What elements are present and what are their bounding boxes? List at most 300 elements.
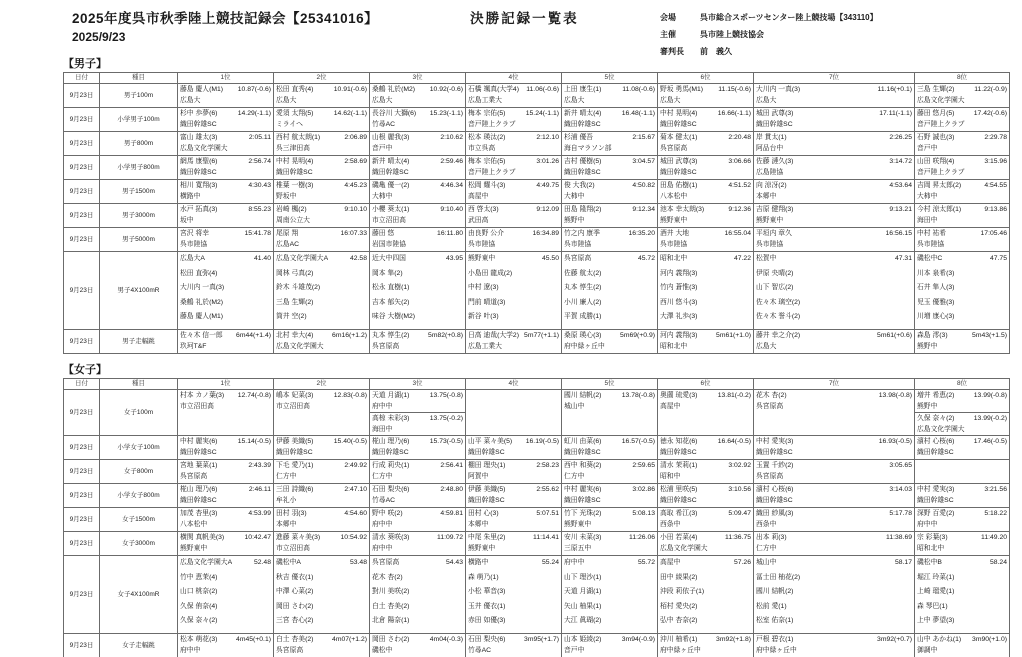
club-name: 牟礼小: [276, 497, 297, 504]
club-name: 熊野中: [917, 343, 938, 350]
place-cell: [370, 156, 466, 180]
result-entry: [372, 204, 463, 226]
mark: 11.22(-0.9): [974, 86, 1007, 93]
athlete-name: 竹下 光珠(2): [564, 510, 602, 517]
result-entry: [276, 390, 367, 412]
club-name: 織田幹雄SC: [756, 121, 793, 128]
mark: 45.72: [637, 255, 655, 262]
place-cell: [562, 180, 658, 204]
place-cell: [754, 204, 915, 228]
place-cell: [370, 556, 466, 634]
club-name: 竹尋AC: [372, 121, 396, 128]
club-name: 昭和北中: [660, 343, 688, 350]
relay-runner: 玉井 優衣(1): [468, 602, 506, 610]
place-cell: [754, 180, 915, 204]
result-entry: [660, 634, 751, 656]
relay-runner: 秋吉 優衣(1): [276, 573, 314, 581]
place-cell: [274, 508, 370, 532]
athlete-name: 竹之内 康季: [564, 230, 600, 237]
mark: 5:07.51: [536, 510, 559, 517]
club-name: 織田幹雄SC: [276, 449, 313, 456]
result-entry: [917, 84, 1007, 106]
event-row: [64, 330, 1010, 354]
result-entry: [564, 532, 655, 554]
result-entry: [372, 436, 463, 458]
place-cell: [754, 484, 915, 508]
mark: 2:43.39: [248, 462, 271, 469]
result-entry: [564, 84, 655, 106]
athlete-name: 網馬 康聖(6): [180, 158, 218, 165]
result-entry: [372, 84, 463, 106]
mark: 5m43(+1.5): [972, 332, 1007, 339]
result-entry: [468, 180, 559, 202]
club-name: 広島工業大: [468, 343, 502, 350]
event-row: [64, 556, 1010, 634]
athlete-name: 横路中: [468, 559, 489, 566]
result-entry: [564, 204, 655, 226]
mark: 3:05.65: [889, 462, 912, 469]
date-cell: 9月23日: [64, 84, 100, 108]
club-name: 音戸中: [564, 647, 585, 654]
athlete-name: 山平 菜々美(5): [468, 438, 513, 445]
club-name: 西条中: [756, 521, 777, 528]
athlete-name: 桑鶴 礼於(M2): [372, 86, 416, 93]
place-cell: [915, 228, 1010, 252]
club-name: 織田幹雄SC: [564, 449, 601, 456]
result-entry: [372, 508, 463, 530]
club-name: 海田中: [917, 217, 938, 224]
relay-runner: 石井 隼人(3): [917, 284, 955, 291]
place-cell: [658, 252, 754, 330]
mark: 41.40: [253, 255, 271, 262]
relay-runner: 松田 直弥(4): [180, 269, 218, 277]
event-row: [64, 252, 1010, 330]
mark: 11:49.20: [981, 534, 1007, 541]
club-name: 織田幹雄SC: [564, 121, 601, 128]
mark: 8:55.23: [248, 206, 271, 213]
club-name: 玖珂T&F: [180, 343, 207, 350]
date-cell: 9月23日: [64, 252, 100, 330]
mark: 13.81(-0.2): [717, 392, 751, 399]
result-entry: [756, 532, 912, 554]
mark: 4:46.34: [440, 182, 463, 189]
place-cell: [754, 108, 915, 132]
result-entry: [915, 412, 1009, 435]
mark: 2:58.69: [344, 158, 367, 165]
result-entry: [660, 556, 751, 629]
place-cell: [466, 204, 562, 228]
club-name: 広島文化学園大: [660, 545, 708, 552]
event-name-cell: 小学女子100m: [100, 436, 178, 460]
athlete-name: 伊藤 美織(5): [468, 486, 506, 493]
event-row: [64, 634, 1010, 657]
club-name: 昭和中: [660, 473, 681, 480]
athlete-name: 西 啓太(3): [468, 206, 499, 213]
athlete-name: 藤田 悠月(5): [917, 110, 955, 117]
mark: 2:48.80: [440, 486, 463, 493]
club-name: 呉市陸協: [660, 241, 688, 248]
mark: 42.58: [349, 255, 367, 262]
place-cell: [915, 204, 1010, 228]
place-cell: [274, 180, 370, 204]
place-cell: [754, 252, 915, 330]
result-entry: [660, 252, 751, 325]
place-cell: [274, 156, 370, 180]
result-entry: [564, 436, 655, 458]
result-entry: [917, 204, 1007, 226]
athlete-name: 梅本 宗佑(5): [468, 158, 506, 165]
col-header-place: 7位: [754, 73, 915, 84]
result-entry: [660, 132, 751, 154]
relay-runner: 大澤 礼歩(3): [660, 313, 698, 320]
club-name: 広島文化学園大: [276, 343, 324, 350]
club-name: 岩国市陸協: [372, 241, 406, 248]
club-name: 広島大: [756, 343, 777, 350]
mark: 16.19(-0.5): [525, 438, 559, 445]
result-entry: [756, 436, 912, 458]
club-name: 本郷中: [276, 521, 297, 528]
result-entry: [917, 228, 1007, 250]
athlete-name: 田島 佑樹(1): [660, 182, 698, 189]
result-entry: [180, 532, 271, 554]
athlete-name: 宗 彩葉(3): [917, 534, 948, 541]
mark: 17:05.46: [980, 230, 1007, 237]
mark: 6m44(+1.4): [236, 332, 271, 339]
place-cell: [658, 532, 754, 556]
mark: 9:13.21: [889, 206, 912, 213]
athlete-name: 松田 直秀(4): [276, 86, 314, 93]
relay-runner: 川増 康心(3): [917, 313, 955, 320]
place-cell: [466, 634, 562, 657]
athlete-name: 松浦 里咲(5): [660, 486, 698, 493]
result-entry: [917, 390, 1007, 412]
place-cell: [915, 252, 1010, 330]
result-entry: [756, 156, 912, 178]
date-cell: 9月23日: [64, 228, 100, 252]
place-cell: [562, 156, 658, 180]
mark: 4:50.82: [632, 182, 655, 189]
date-cell: 9月23日: [64, 508, 100, 532]
place-cell: [562, 252, 658, 330]
place-cell: [274, 330, 370, 354]
mark: 13.75(-0.2): [429, 415, 463, 422]
result-entry: [917, 252, 1007, 325]
result-entry: [564, 330, 655, 352]
club-name: 呉市陸協: [180, 241, 208, 248]
relay-runner: 小島田 龍成(2): [468, 269, 513, 277]
relay-runner: 西川 悠斗(3): [660, 298, 698, 306]
mark: 16:34.89: [532, 230, 559, 237]
club-name: 呉宮原高: [372, 343, 400, 350]
event-row: [64, 390, 1010, 436]
athlete-name: 高取 希江(3): [660, 510, 698, 517]
athlete-name: 松本 瑛汰(2): [468, 134, 506, 141]
place-cell: [178, 436, 274, 460]
mark: 3m95(+1.7): [524, 636, 559, 643]
club-name: 昭和北中: [917, 545, 945, 552]
relay-runner: 岡林 弓真(2): [276, 269, 314, 277]
athlete-name: 戸根 碧衣(1): [756, 636, 794, 643]
place-cell: [466, 108, 562, 132]
result-entry: [468, 532, 559, 554]
club-name: 熊野東中: [756, 217, 784, 224]
result-entry: [276, 508, 367, 530]
date-cell: 9月23日: [64, 180, 100, 204]
relay-runner: 白土 杏美(2): [372, 602, 410, 610]
athlete-name: 岸 貫太(1): [756, 134, 787, 141]
result-entry: [660, 156, 751, 178]
athlete-name: 吉岡 昇太郎(2): [917, 182, 962, 189]
col-header-place: 6位: [658, 73, 754, 84]
result-entry: [756, 460, 912, 482]
athlete-name: 呉宮原高: [372, 559, 400, 566]
result-entry: [372, 460, 463, 482]
place-cell: [658, 108, 754, 132]
athlete-name: 深野 百愛(2): [917, 510, 955, 517]
athlete-name: 奥薗 琉愛(3): [660, 392, 698, 399]
athlete-name: 久保 奈々(2): [917, 415, 955, 422]
place-cell: [370, 108, 466, 132]
club-name: 仁方中: [564, 473, 585, 480]
relay-runner: 上崎 瑠愛(1): [917, 588, 955, 595]
place-cell: [178, 484, 274, 508]
relay-runner: 筒井 空(2): [276, 313, 307, 320]
club-name: 熊野東中: [468, 545, 496, 552]
club-name: 海自マラソン部: [564, 145, 612, 152]
athlete-name: 天道 月湖(1): [372, 392, 410, 399]
athlete-name: 昭和北中: [660, 255, 688, 262]
club-name: 織田幹雄SC: [660, 449, 697, 456]
place-cell: [274, 204, 370, 228]
athlete-name: 磯松中C: [917, 255, 943, 262]
result-entry: [660, 330, 751, 352]
athlete-name: 三島 生輝(2): [917, 86, 955, 93]
place-cell: [466, 460, 562, 484]
mark: 3m90(+1.0): [972, 636, 1007, 643]
athlete-name: 嶋本 妃菜(3): [276, 392, 314, 399]
place-cell: [562, 390, 658, 436]
athlete-name: 椎葉 一樹(3): [276, 182, 314, 189]
place-cell: [658, 390, 754, 436]
result-entry: [756, 330, 912, 352]
place-cell: [370, 204, 466, 228]
place-cell: [658, 460, 754, 484]
athlete-name: 新井 晴太(4): [372, 158, 410, 165]
club-name: 御調中: [917, 647, 938, 654]
place-cell: [658, 204, 754, 228]
relay-runner: 佐藤 航太(2): [564, 269, 602, 277]
athlete-name: 宮沢 将幸: [180, 230, 210, 237]
col-header-event: 種目: [100, 73, 178, 84]
club-name: 織田幹雄SC: [180, 449, 217, 456]
mark: 15.23(-1.1): [429, 110, 463, 117]
mark: 4:51.52: [728, 182, 751, 189]
result-entry: [564, 634, 655, 656]
mark: 2:46.11: [248, 486, 271, 493]
club-name: 織田幹雄SC: [564, 497, 601, 504]
relay-runner: 冨士田 柚花(2): [756, 573, 801, 581]
place-cell: [754, 228, 915, 252]
athlete-name: 吉村 優樹(5): [564, 158, 602, 165]
place-cell: [466, 556, 562, 634]
club-name: 呉宮原高: [756, 473, 784, 480]
club-name: 市立沼田高: [180, 403, 214, 410]
athlete-name: 高屋中: [660, 559, 681, 566]
mark: 47.75: [989, 255, 1007, 262]
women-results-table: [63, 378, 1010, 657]
place-cell: [754, 156, 915, 180]
mark: 9:12.34: [632, 206, 655, 213]
club-name: 熊野東中: [180, 545, 208, 552]
date-cell: 9月23日: [64, 390, 100, 436]
referee-value: 前 義久: [700, 47, 732, 56]
result-entry: [372, 252, 463, 325]
place-cell: [274, 460, 370, 484]
event-row: [64, 484, 1010, 508]
event-name-cell: 男子100m: [100, 84, 178, 108]
place-cell: [754, 634, 915, 657]
athlete-name: 田島 隆翔(2): [564, 206, 602, 213]
mark: 2:29.78: [984, 134, 1007, 141]
club-name: 広島AC: [276, 241, 300, 248]
club-name: 広島陸協: [756, 169, 784, 176]
club-name: 広島大: [564, 97, 585, 104]
organizer-value: 呉市陸上競技協会: [700, 30, 764, 39]
place-cell: [658, 508, 754, 532]
place-cell: [178, 532, 274, 556]
relay-runner: 堀江 玲菜(1): [917, 573, 955, 581]
relay-runner: 伊原 央晴(2): [756, 269, 794, 277]
place-cell: [658, 156, 754, 180]
event-row: [64, 228, 1010, 252]
relay-runner: 吉本 郁矢(2): [372, 298, 410, 306]
result-entry: [564, 228, 655, 250]
athlete-name: 水戸 拓真(3): [180, 206, 218, 213]
result-entry: [180, 460, 271, 482]
athlete-name: 石野 誠也(3): [917, 134, 955, 141]
club-name: ミライへ: [276, 121, 303, 128]
col-header-place: 4位: [466, 73, 562, 84]
result-entry: [372, 556, 463, 629]
event-name-cell: 小学女子800m: [100, 484, 178, 508]
athlete-name: 中村 愛実(3): [756, 438, 794, 445]
result-entry: [917, 532, 1007, 554]
result-entry: [756, 132, 912, 154]
mark: 11.16(+0.1): [877, 86, 912, 93]
mark: 3:21.56: [984, 486, 1007, 493]
club-name: 坂中: [180, 217, 194, 224]
place-cell: [754, 460, 915, 484]
result-entry: [564, 108, 655, 130]
mark: 4m07(+1.2): [332, 636, 367, 643]
result-entry: [660, 484, 751, 506]
mark: 14.29(-1.1): [237, 110, 271, 117]
event-name-cell: 男子800m: [100, 132, 178, 156]
mark: 3m92(+1.8): [716, 636, 751, 643]
place-cell: [370, 84, 466, 108]
club-name: 広島文化学園大: [180, 145, 228, 152]
mark: 3:10.56: [728, 486, 751, 493]
athlete-name: 佐々木 信一郎: [180, 332, 223, 339]
relay-runner: 小川 廉人(2): [564, 298, 602, 306]
mark: 3:04.57: [632, 158, 655, 165]
athlete-name: 高椋 未彩(3): [372, 415, 410, 422]
col-header-place: 6位: [658, 379, 754, 390]
club-name: 音戸中: [917, 145, 938, 152]
date-cell: 9月23日: [64, 556, 100, 634]
place-cell: [658, 484, 754, 508]
organizer-label: 主催: [660, 30, 676, 39]
relay-runner: 味谷 大樹(M2): [372, 313, 416, 320]
club-name: 竹尋AC: [468, 647, 492, 654]
result-entry: [468, 330, 559, 352]
place-cell: [178, 84, 274, 108]
mark: 4:45.23: [344, 182, 367, 189]
athlete-name: 磯松中A: [276, 559, 301, 566]
mark: 5m82(+0.8): [428, 332, 463, 339]
mark: 15.24(-1.1): [525, 110, 559, 117]
result-entry: [180, 180, 271, 202]
mark: 9:12.09: [536, 206, 559, 213]
place-cell: [466, 532, 562, 556]
result-entry: [756, 508, 912, 530]
mark: 2:56.74: [248, 158, 271, 165]
event-name-cell: 小学男子100m: [100, 108, 178, 132]
athlete-name: 石田 梨央(6): [468, 636, 506, 643]
place-cell: [658, 436, 754, 460]
relay-runner: 松室 佑奈(1): [756, 617, 794, 624]
mark: 4:49.75: [536, 182, 559, 189]
athlete-name: 中村 愛実(3): [917, 486, 955, 493]
club-name: 海田中: [372, 426, 393, 433]
athlete-name: 桑原 瑛心(3): [564, 332, 602, 339]
athlete-name: 中尾 朱里(2): [468, 534, 506, 541]
club-name: 三原五中: [564, 545, 592, 552]
club-name: 仁方中: [756, 545, 777, 552]
athlete-name: 酒井 大地: [660, 230, 690, 237]
mark: 6m16(+1.2): [332, 332, 367, 339]
place-cell: [370, 330, 466, 354]
club-name: 武田高: [468, 217, 489, 224]
place-cell: [466, 228, 562, 252]
mark: 17.11(-1.1): [879, 110, 912, 117]
place-cell: [370, 252, 466, 330]
mark: 5m77(+1.1): [524, 332, 559, 339]
result-entry: [468, 460, 559, 482]
result-entry: [180, 484, 271, 506]
club-name: 広島大: [756, 97, 777, 104]
result-entry: [276, 436, 367, 458]
athlete-name: 横関 真帆美(3): [180, 534, 225, 541]
mark: 4m04(-0.3): [429, 636, 463, 643]
relay-runner: 中澤 心菜(2): [276, 588, 314, 595]
place-cell: [915, 436, 1010, 460]
relay-runner: 桑鶴 礼於(M2): [180, 298, 224, 306]
place-cell: [562, 330, 658, 354]
athlete-name: 佐藤 漣久(3): [756, 158, 794, 165]
mark: 10:42.47: [244, 534, 271, 541]
event-name-cell: 女子1500m: [100, 508, 178, 532]
result-entry: [756, 204, 912, 226]
result-entry: [180, 204, 271, 226]
place-cell: [274, 390, 370, 436]
mark: 55.72: [637, 559, 655, 566]
mark: 13.78(-0.8): [621, 392, 655, 399]
athlete-name: 広島文化学園大A: [180, 559, 233, 566]
club-name: 野坂中: [276, 193, 297, 200]
place-cell: [754, 556, 915, 634]
athlete-name: 府中中: [564, 559, 585, 566]
